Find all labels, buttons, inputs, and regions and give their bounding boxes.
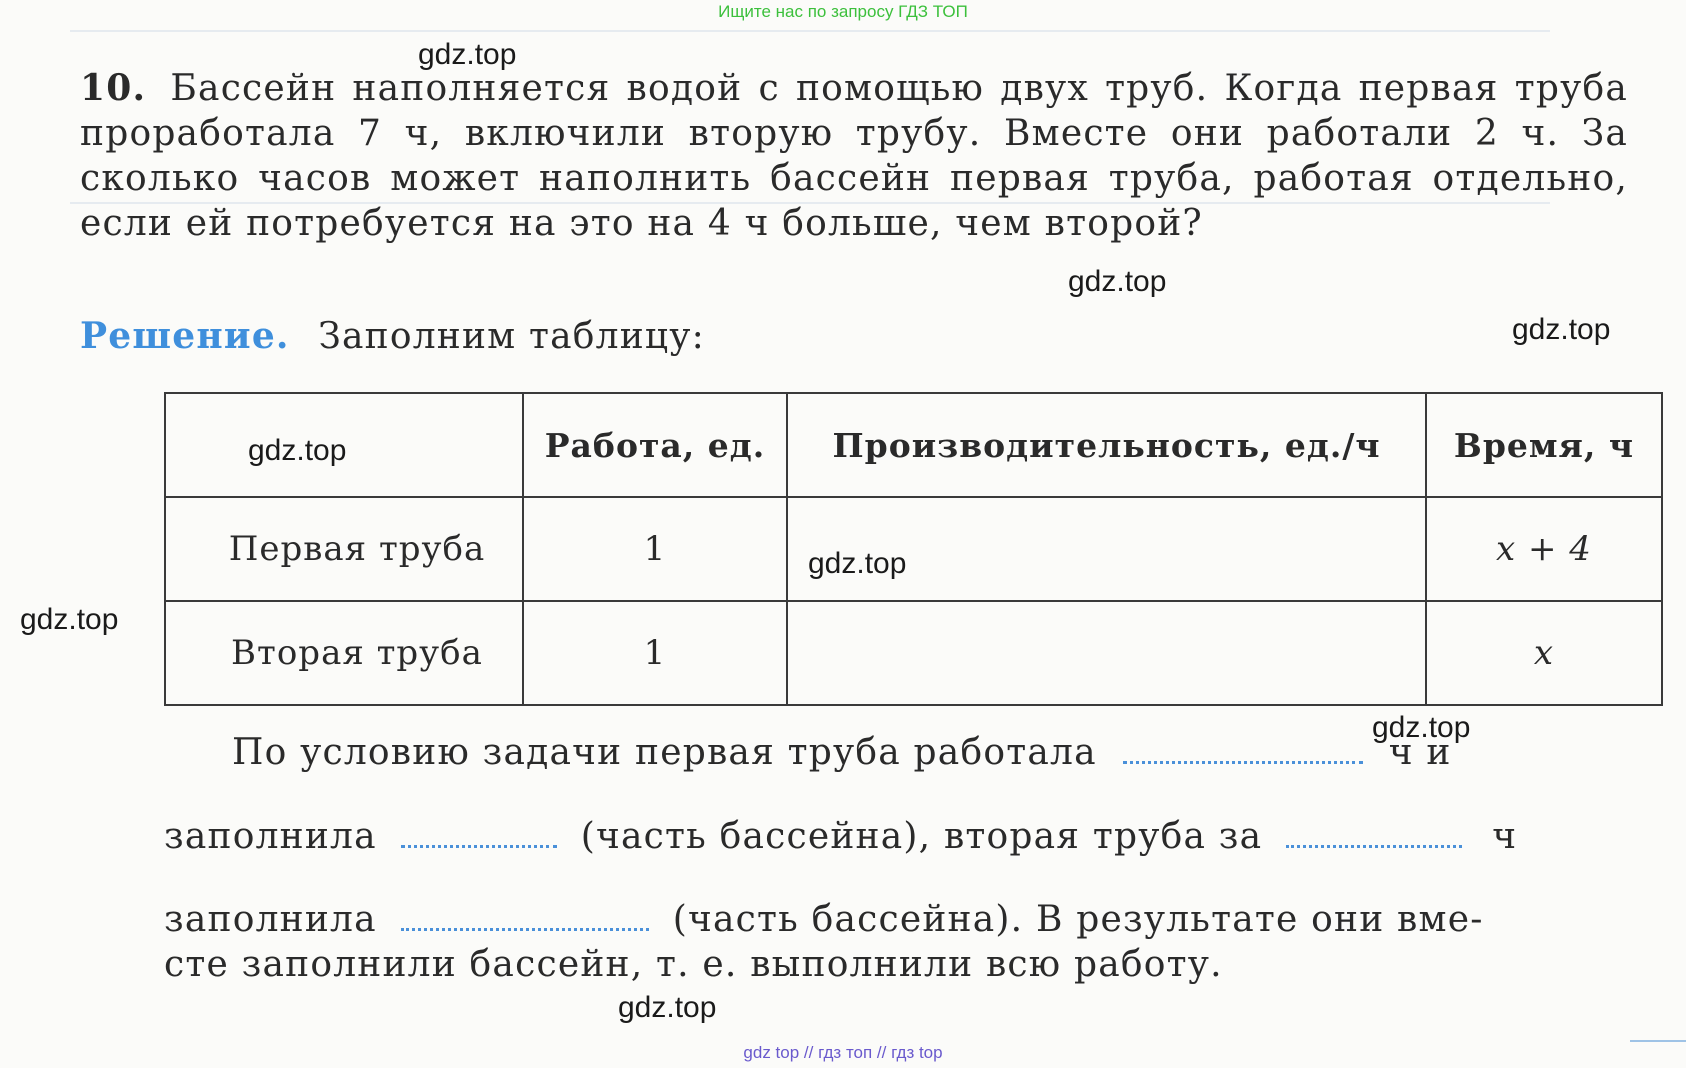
- top-banner[interactable]: Ищите нас по запросу ГДЗ ТОП: [718, 2, 968, 21]
- faint-background-line: [70, 30, 1550, 32]
- solution-text: Заполним таблицу:: [318, 316, 705, 357]
- answer-blank[interactable]: [401, 843, 557, 848]
- paragraph-text: (часть бассейна). В результате они вме-: [672, 899, 1484, 940]
- watermark: gdz.top: [808, 547, 907, 580]
- watermark: gdz.top: [1372, 711, 1471, 744]
- paragraph-text: По условию задачи первая труба работала: [232, 732, 1097, 773]
- bottom-banner[interactable]: gdz top // гдз топ // гдз top: [743, 1043, 943, 1062]
- problem-statement: [80, 66, 1628, 246]
- paragraph-text: (часть бассейна), вторая труба за: [580, 816, 1263, 857]
- paragraph-text: ч и: [1388, 732, 1452, 773]
- work-table: [164, 392, 1663, 706]
- paragraph-text: заполнила: [164, 816, 377, 857]
- paragraph-line-2: [164, 814, 1628, 859]
- answer-blank[interactable]: [1123, 759, 1363, 764]
- problem-text: Бассейн наполняется водой с помощью двух труб. Когда первая труба проработала 7 ч, включили вторую трубу. Вместе они работали 2 ч. За сколько часов может наполнить бассейн первая труба, работая отдельно, если ей потребуется на это на 4 ч больше, чем второй?: [80, 68, 1628, 244]
- problem-number: 10.: [80, 67, 147, 109]
- answer-blank[interactable]: [401, 926, 649, 931]
- table-row: [165, 601, 1662, 705]
- watermark: gdz.top: [248, 434, 347, 467]
- watermark: gdz.top: [20, 603, 119, 636]
- watermark: gdz.top: [618, 991, 717, 1024]
- watermark: gdz.top: [1068, 265, 1167, 298]
- table-header-cell: Время, ч: [1426, 393, 1662, 497]
- row-label: Первая труба: [165, 497, 523, 601]
- watermark: gdz.top: [1512, 313, 1611, 346]
- answer-blank[interactable]: [1286, 843, 1462, 848]
- row-label: Вторая труба: [165, 601, 523, 705]
- table-header-cell: Производительность, ед./ч: [787, 393, 1426, 497]
- page-edge-mark: [1630, 1040, 1686, 1042]
- table-header-row: [165, 393, 1662, 497]
- solution-label: Решение.: [80, 315, 290, 357]
- paragraph-line-3: [164, 897, 1628, 942]
- watermark: gdz.top: [418, 38, 517, 71]
- paragraph-text: ч: [1492, 816, 1518, 857]
- time-cell: x + 4: [1426, 497, 1662, 601]
- table-row: [165, 497, 1662, 601]
- paragraph-text: заполнила: [164, 899, 377, 940]
- solution-heading: [80, 314, 705, 359]
- paragraph-line-4: сте заполнили бассейн, т. е. выполнили всю работу.: [164, 944, 1223, 985]
- work-cell: 1: [523, 601, 787, 705]
- time-cell: x: [1426, 601, 1662, 705]
- productivity-cell[interactable]: [787, 601, 1426, 705]
- table-header-cell: Работа, ед.: [523, 393, 787, 497]
- work-cell: 1: [523, 497, 787, 601]
